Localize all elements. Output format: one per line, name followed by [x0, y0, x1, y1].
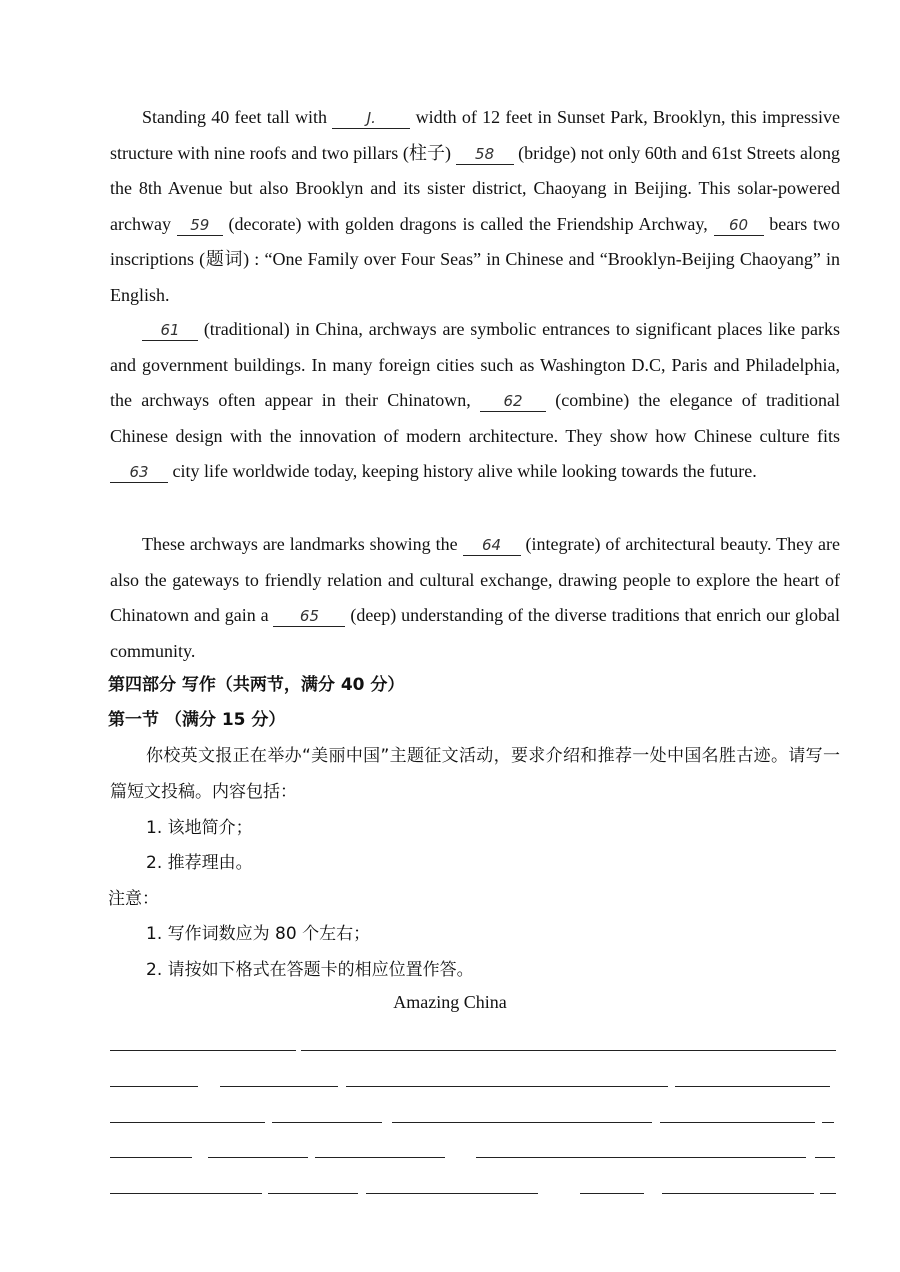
passage-text: width of 12 feet in Sunset Park, Brooklyn, this impressive structure with nine roofs and two pillars (柱子) — [110, 107, 841, 163]
writing-line — [662, 1193, 814, 1194]
writing-line — [110, 1157, 192, 1158]
passage-text: bears two inscriptions (题词) : “One Family over Four Seas” in Chinese and “Brooklyn-Beijing Chaoyang” in English. — [110, 213, 841, 305]
writing-line — [110, 1050, 296, 1051]
writing-line — [820, 1193, 836, 1194]
passage-text: city life worldwide today, keeping history alive while looking towards the future. — [172, 461, 757, 482]
passage-paragraph-2 — [110, 312, 840, 490]
note-1: 1. 写作词数应为 80 个左右； — [146, 924, 371, 944]
blank-63[interactable]: 63 — [110, 462, 168, 483]
writing-line — [476, 1157, 806, 1158]
writing-line — [110, 1122, 265, 1123]
writing-line — [301, 1050, 836, 1051]
writing-line — [268, 1193, 358, 1194]
blank-65[interactable]: 65 — [273, 606, 345, 627]
writing-line — [110, 1193, 262, 1194]
writing-prompt: 你校英文报正在举办“美丽中国”主题征文活动，要求介绍和推荐一处中国名胜古迹。请写一篇短文投稿。内容包括： — [110, 746, 840, 802]
passage-text: (decorate) with golden dragons is called the Friendship Archway, — [228, 213, 708, 234]
passage-text: (traditional) in China, archways are symbolic entrances to significant places like parks and government buildings. In many foreign cities such as Washington D.C, Paris and Philadelphia, the archways often appear in their Chinatown, — [110, 319, 840, 411]
writing-line — [110, 1086, 198, 1087]
passage-paragraph-1 — [110, 100, 840, 314]
note-2: 2. 请按如下格式在答题卡的相应位置作答。 — [146, 960, 474, 980]
passage-text: (combine) the elegance of traditional Chinese design with the innovation of modern architecture. They show how Chinese culture fits — [110, 390, 841, 446]
passage-text: Standing 40 feet tall with — [142, 107, 328, 127]
writing-line — [272, 1122, 382, 1123]
prompt-item-1: 1. 该地简介； — [146, 818, 253, 838]
passage-text: (bridge) not only 60th and 61st Streets along the 8th Avenue but also Brooklyn and its sister district, Chaoyang in Beijing. This solar-powered archway — [110, 142, 841, 234]
passage-text: (integrate) of architectural beauty. They are also the gateways to friendly relation and cultural exchange, drawing people to explore the heart of Chinatown and gain a — [110, 534, 841, 626]
writing-line — [346, 1086, 668, 1087]
writing-line — [392, 1122, 652, 1123]
blank-58[interactable]: 58 — [456, 144, 514, 165]
blank-57[interactable]: J. — [332, 108, 410, 129]
blank-64[interactable]: 64 — [463, 535, 521, 556]
writing-line — [815, 1157, 835, 1158]
passage-text: These archways are landmarks showing the — [142, 534, 458, 554]
writing-line — [366, 1193, 538, 1194]
blank-61[interactable]: 61 — [142, 320, 198, 341]
blank-60[interactable]: 60 — [714, 215, 764, 236]
part-heading: 第四部分 写作（共两节，满分 40 分） — [108, 675, 405, 695]
essay-title: Amazing China — [393, 992, 507, 1012]
writing-line — [220, 1086, 338, 1087]
prompt-item-2: 2. 推荐理由。 — [146, 853, 253, 873]
section-heading: 第一节 （满分 15 分） — [108, 710, 286, 730]
notes-label: 注意： — [108, 889, 159, 909]
writing-line — [315, 1157, 445, 1158]
writing-line — [580, 1193, 644, 1194]
writing-line — [660, 1122, 815, 1123]
writing-line — [208, 1157, 308, 1158]
blank-62[interactable]: 62 — [480, 391, 546, 412]
blank-59[interactable]: 59 — [177, 215, 223, 236]
passage-text: (deep) understanding of the diverse traditions that enrich our global community. — [110, 605, 841, 661]
passage-paragraph-3 — [110, 527, 840, 669]
writing-line — [675, 1086, 830, 1087]
writing-line — [822, 1122, 834, 1123]
